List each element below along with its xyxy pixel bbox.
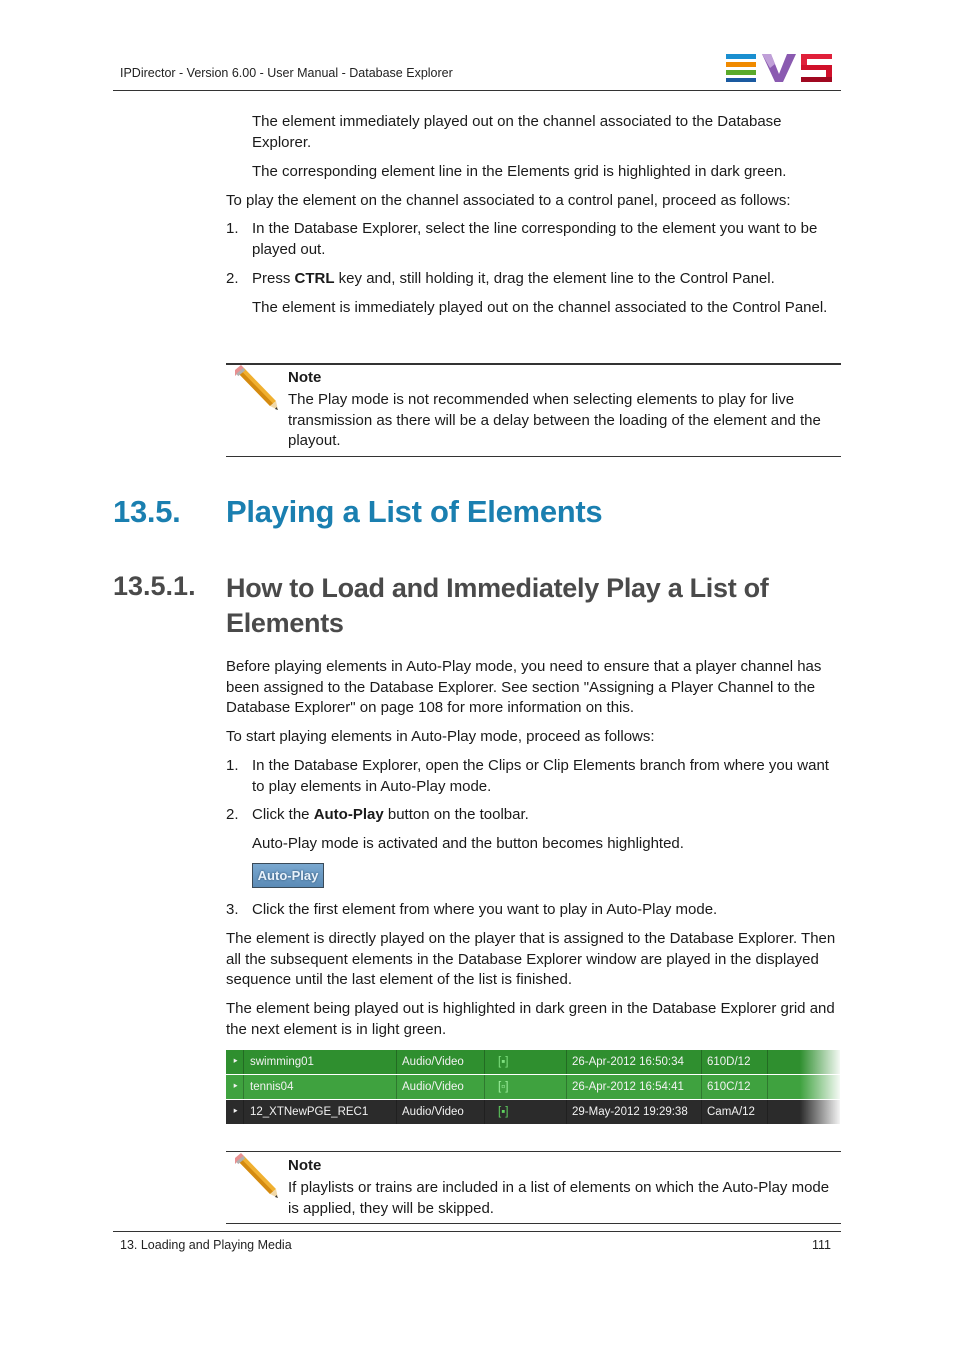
grid-row[interactable] bbox=[226, 1075, 840, 1099]
footer-chapter: 13. Loading and Playing Media bbox=[120, 1238, 292, 1252]
grid-row[interactable] bbox=[226, 1100, 840, 1124]
body-paragraph-2: To start playing elements in Auto-Play mode, proceed as follows: bbox=[226, 728, 655, 745]
grid-cell-name: tennis04 bbox=[250, 1081, 294, 1093]
clip-status-icon: [▪] bbox=[498, 1106, 509, 1118]
grid-fade-edge bbox=[800, 1050, 840, 1124]
note-2-body: If playlists or trains are included in a list of elements on which the Auto-Play mode is applied, they will be skipped. bbox=[288, 1179, 830, 1217]
header-rule bbox=[113, 90, 841, 91]
grid-cell-date: 29-May-2012 19:29:38 bbox=[572, 1106, 688, 1118]
pencil-icon bbox=[232, 1153, 280, 1201]
grid-cell-type: Audio/Video bbox=[402, 1056, 464, 1068]
body-step-2-result: Auto-Play mode is activated and the button becomes highlighted. bbox=[252, 835, 684, 852]
note-2-top-rule bbox=[226, 1151, 841, 1152]
body-step-2-number: 2. bbox=[226, 806, 239, 823]
grid-cell-location: 610C/12 bbox=[707, 1081, 751, 1093]
note-1-body: The Play mode is not recommended when selecting elements to play for live transmission as there will be a delay between the loading of the element and the playout. bbox=[288, 391, 821, 449]
intro-step-2-number: 2. bbox=[226, 270, 239, 287]
expand-arrow-icon[interactable]: ‣ bbox=[232, 1081, 239, 1093]
grid-cell-name: swimming01 bbox=[250, 1056, 314, 1068]
intro-paragraph-1: The element immediately played out on the channel associated to the Database Explorer. bbox=[252, 113, 782, 151]
note-2-bottom-rule bbox=[226, 1223, 841, 1224]
note-1-title: Note bbox=[288, 369, 322, 386]
grid-cell-location: CamA/12 bbox=[707, 1106, 755, 1118]
body-step-2: Click the Auto-Play button on the toolbar. bbox=[252, 806, 529, 823]
header-title: IPDirector - Version 6.00 - User Manual - Database Explorer bbox=[120, 66, 453, 80]
intro-step-1: In the Database Explorer, select the line corresponding to the element you want to be played out. bbox=[252, 220, 818, 258]
body-step-3: Click the first element from where you want to play in Auto-Play mode. bbox=[252, 901, 718, 918]
section-title: Playing a List of Elements bbox=[226, 494, 603, 529]
grid-cell-date: 26-Apr-2012 16:54:41 bbox=[572, 1081, 684, 1093]
elements-grid bbox=[226, 1050, 840, 1124]
expand-arrow-icon[interactable]: ‣ bbox=[232, 1056, 239, 1068]
body-step-1: In the Database Explorer, open the Clips or Clip Elements branch from where you want to play elements in Auto-Play mode. bbox=[252, 757, 829, 795]
grid-cell-type: Audio/Video bbox=[402, 1081, 464, 1093]
intro-step-1-number: 1. bbox=[226, 220, 239, 237]
grid-cell-date: 26-Apr-2012 16:50:34 bbox=[572, 1056, 684, 1068]
body-step-1-number: 1. bbox=[226, 757, 239, 774]
evs-logo bbox=[726, 54, 834, 82]
note-2-title: Note bbox=[288, 1157, 322, 1174]
grid-cell-type: Audio/Video bbox=[402, 1106, 464, 1118]
body-paragraph-4: The element being played out is highlighted in dark green in the Database Explorer grid and the next element is in light green. bbox=[226, 1000, 835, 1038]
grid-cell-location: 610D/12 bbox=[707, 1056, 751, 1068]
clip-status-icon: [▪] bbox=[498, 1056, 509, 1068]
pencil-icon bbox=[232, 365, 280, 413]
clip-status-icon: [▫] bbox=[498, 1081, 509, 1093]
body-step-3-number: 3. bbox=[226, 901, 239, 918]
body-paragraph-1: Before playing elements in Auto-Play mode, you need to ensure that a player channel has been assigned to the Database Explorer. See section "Assigning a Player Channel to the Database Explorer" on page 108 for more information on this. bbox=[226, 658, 822, 716]
grid-row[interactable] bbox=[226, 1050, 840, 1074]
note-1-top-rule bbox=[226, 363, 841, 365]
intro-paragraph-4: The element is immediately played out on the channel associated to the Control Panel. bbox=[252, 299, 828, 316]
subsection-title: How to Load and Immediately Play a List of Elements bbox=[226, 573, 769, 638]
section-number: 13.5. bbox=[113, 494, 181, 529]
grid-cell-name: 12_XTNewPGE_REC1 bbox=[250, 1106, 369, 1118]
intro-step-2: Press CTRL key and, still holding it, drag the element line to the Control Panel. bbox=[252, 270, 775, 287]
body-paragraph-3: The element is directly played on the player that is assigned to the Database Explorer. Then all the subsequent elements in the Database Explorer window are played in the displayed sequence until the last element of the list is finished. bbox=[226, 930, 836, 988]
page-number: 111 bbox=[812, 1238, 832, 1252]
subsection-number: 13.5.1. bbox=[113, 571, 196, 601]
intro-paragraph-2: The corresponding element line in the Elements grid is highlighted in dark green. bbox=[252, 163, 787, 180]
expand-arrow-icon[interactable]: ‣ bbox=[232, 1106, 239, 1118]
auto-play-button[interactable] bbox=[252, 863, 324, 888]
note-1-bottom-rule bbox=[226, 456, 841, 457]
footer-rule bbox=[113, 1231, 841, 1232]
auto-play-button-label: Auto-Play bbox=[257, 868, 319, 883]
intro-paragraph-3: To play the element on the channel associated to a control panel, proceed as follows: bbox=[226, 192, 791, 209]
